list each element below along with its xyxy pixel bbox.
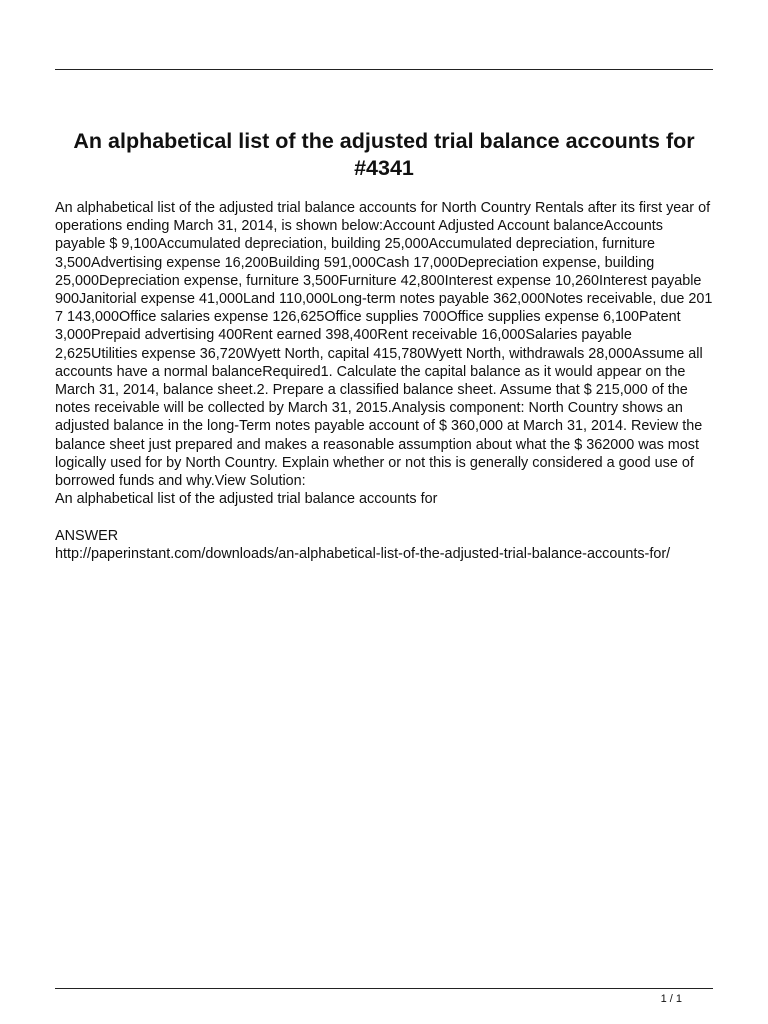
- answer-link[interactable]: http://paperinstant.com/downloads/an-alphabetical-list-of-the-adjusted-trial-balance-accounts-for/: [55, 545, 671, 562]
- document-body: [55, 199, 713, 563]
- bottom-divider: [55, 988, 713, 989]
- paragraph-spacer: [55, 508, 713, 526]
- repeat-line: An alphabetical list of the adjusted trial balance accounts for: [55, 491, 438, 508]
- document-title: An alphabetical list of the adjusted trial balance accounts for #4341: [73, 129, 695, 180]
- question-text: An alphabetical list of the adjusted trial balance accounts for North Country Rentals after its first year of operations ending March 31, 2014, is shown below:Account Adjusted Account balanceAccounts payable $ 9,100Accumulated depreciation, building 25,000Accumulated depreciation, furniture 3,500Advertising expense 16,200Building 591,000Cash 17,000Depreciation expense, building 25,000Depreciation expense, furniture 3,500Furniture 42,800Interest expense 10,260Interest payable 900Janitorial expense 41,000Land 110,000Long-term notes payable 362,000Notes receivable, due 201 7 143,000Office salaries expense 126,625Office supplies 700Office supplies expense 6,100Patent 3,000Prepaid advertising 400Rent earned 398,400Rent receivable 16,000Salaries payable 2,625Utilities expense 36,720Wyett North, capital 415,780Wyett North, withdrawals 28,000Assume all accounts have a normal balanceRequired1. Calculate the capital balance as it would appear on the March 31, 2014, balance sheet.2. Prepare a classified balance sheet. Assume that $ 215,000 of the notes receivable will be collected by March 31, 2015.Analysis component: North Country shows an adjusted balance in the long-Term notes payable account of $ 360,000 at March 31, 2014. Review the balance sheet just prepared and makes a reasonable assumption about what the $ 362000 was most logically used for by North Country. Explain whether or not this is generally considered a good use of borrowed funds and why.View Solution:: [55, 200, 713, 490]
- answer-label: ANSWER: [55, 527, 119, 544]
- page-number: 1 / 1: [660, 993, 682, 1005]
- top-divider: [55, 69, 713, 70]
